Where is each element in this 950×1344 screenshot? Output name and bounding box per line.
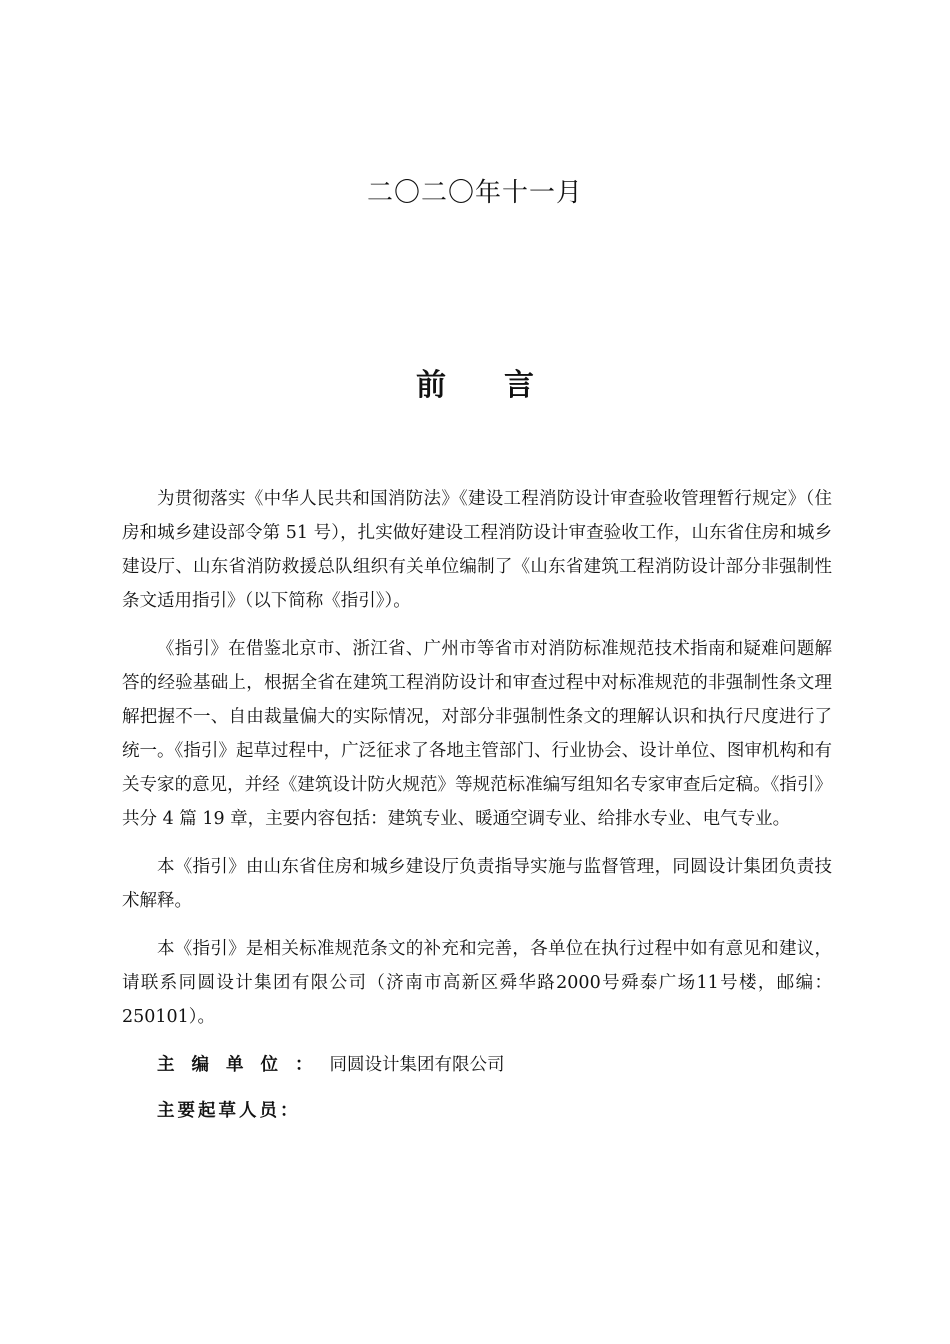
paragraph-4: 本《指引》是相关标准规范条文的补充和完善，各单位在执行过程中如有意见和建议，请联系同圆设计集团有限公司（济南市高新区舜华路2000号舜泰广场11号楼，邮编：250101）。 (122, 939, 832, 1027)
preface-body (122, 482, 832, 1140)
editor-line (122, 1048, 832, 1082)
title-char-2: 言 (504, 368, 534, 403)
drafters-line (122, 1094, 832, 1128)
editor-value: 同圆设计集团有限公司 (329, 1055, 505, 1075)
editor-label: 主编单位： (157, 1055, 330, 1075)
page-title (0, 360, 950, 404)
drafters-label: 主要起草人员： (157, 1101, 301, 1121)
document-date: 二〇二〇年十一月 (366, 178, 583, 208)
paragraph-3: 本《指引》由山东省住房和城乡建设厅负责指导实施与监督管理，同圆设计集团负责技术解释。 (122, 857, 832, 911)
paragraph-2: 《指引》在借鉴北京市、浙江省、广州市等省市对消防标准规范技术指南和疑难问题解答的经验基础上，根据全省在建筑工程消防设计和审查过程中对标准规范的非强制性条文理解把握不一、自由裁量偏大的实际情况，对部分非强制性条文的理解认识和执行尺度进行了统一。《指引》起草过程中，广泛征求了各地主管部门、行业协会、设计单位、图审机构和有关专家的意见，并经《建筑设计防火规范》等规范标准编写组知名专家审查后定稿。《指引》共分 4 篇 19 章，主要内容包括：建筑专业、暖通空调专业、给排水专业、电气专业。 (122, 639, 832, 829)
paragraph-1: 为贯彻落实《中华人民共和国消防法》《建设工程消防设计审查验收管理暂行规定》（住房和城乡建设部令第 51 号），扎实做好建设工程消防设计审查验收工作，山东省住房和城乡建设厅、山东省消防救援总队组织有关单位编制了《山东省建筑工程消防设计部分非强制性条文适用指引》（以下简称《指引》）。 (122, 489, 832, 611)
title-char-1: 前 (416, 368, 446, 403)
